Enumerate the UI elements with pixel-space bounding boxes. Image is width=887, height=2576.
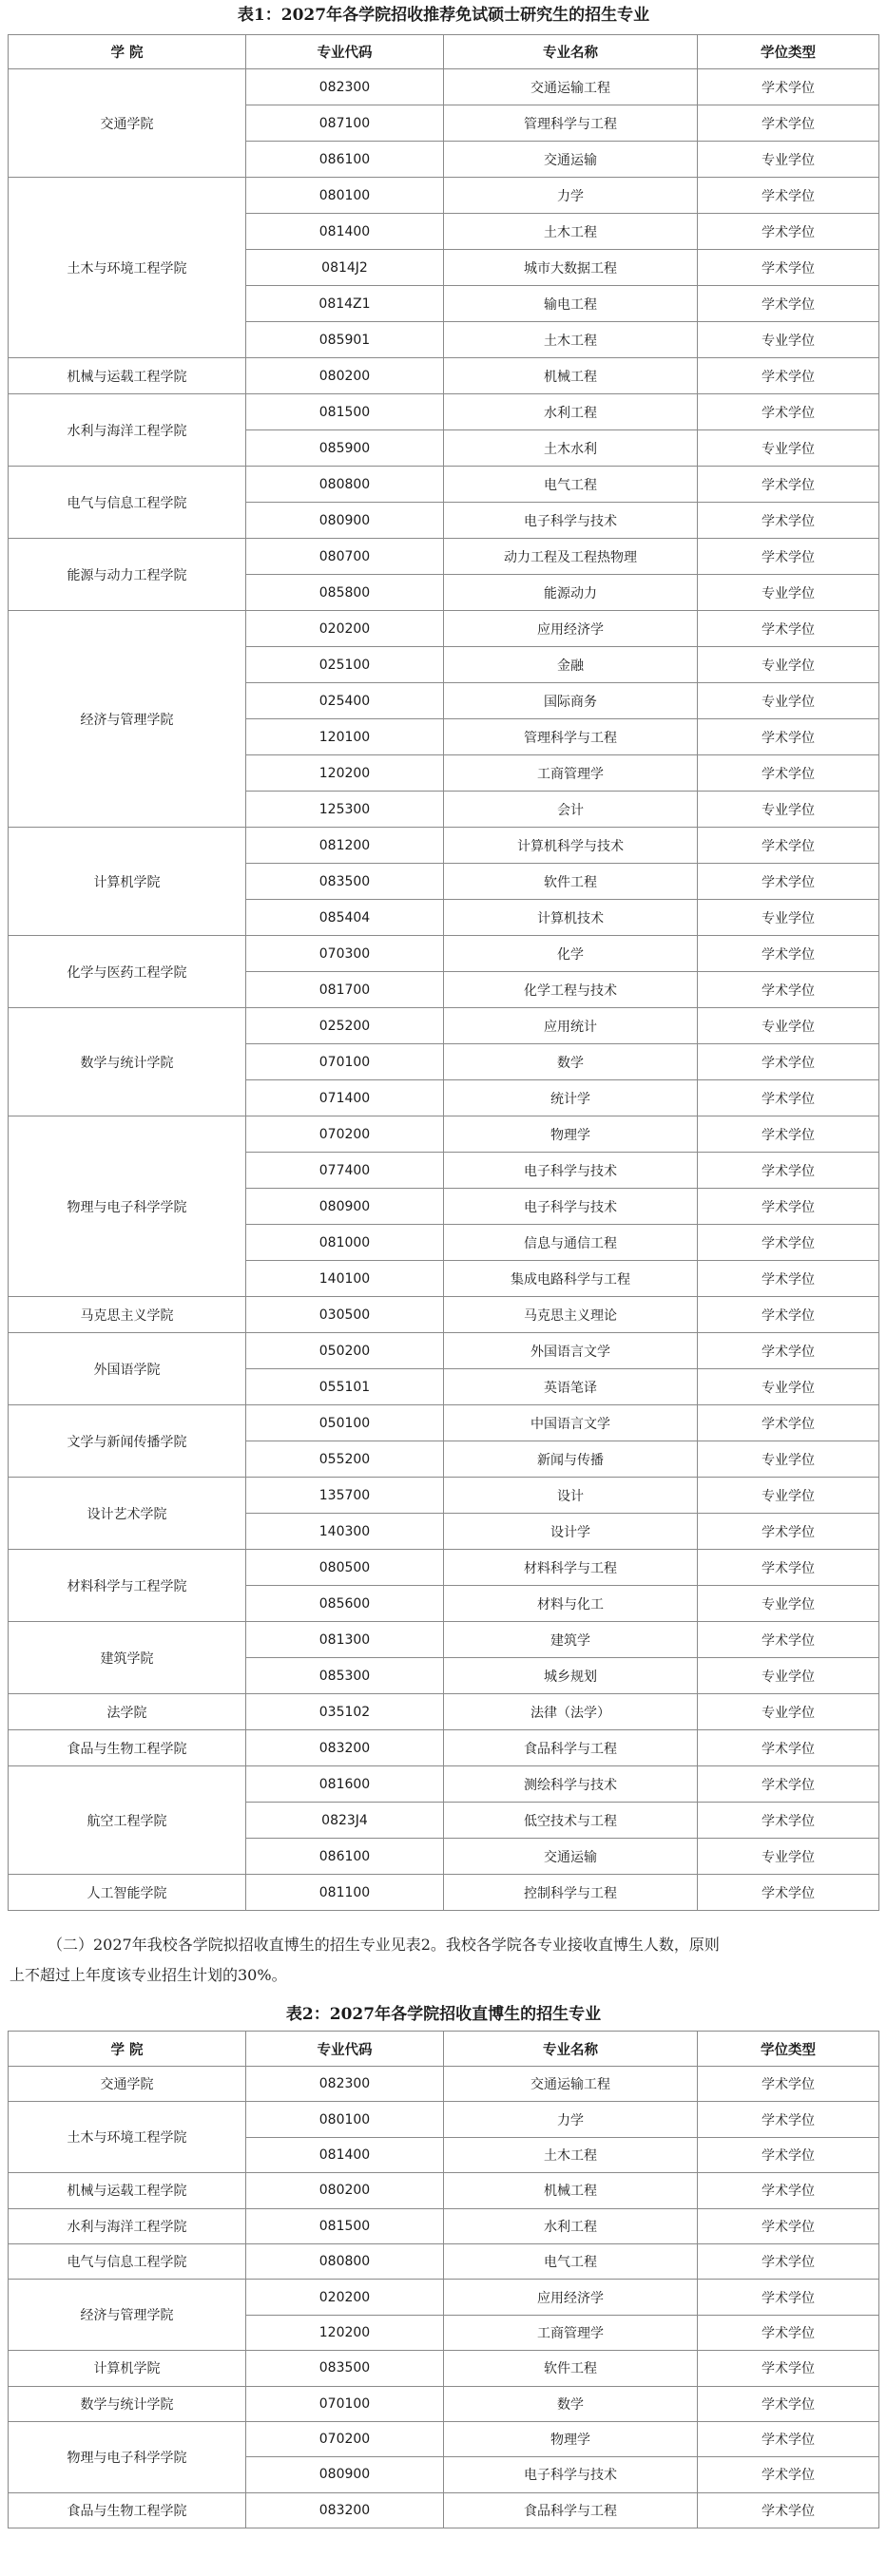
degree-type-cell: 学术学位 <box>698 69 879 105</box>
major-name-cell: 电子科学与技术 <box>444 503 698 539</box>
school-cell: 机械与运载工程学院 <box>9 358 246 394</box>
major-code-cell: 080800 <box>246 467 444 503</box>
degree-type-cell: 专业学位 <box>698 1839 879 1875</box>
degree-type-cell: 学术学位 <box>698 178 879 214</box>
major-code-cell: 120100 <box>246 719 444 755</box>
major-name-cell: 国际商务 <box>444 683 698 719</box>
degree-type-cell: 学术学位 <box>698 1225 879 1261</box>
school-cell: 土木与环境工程学院 <box>9 178 246 358</box>
major-name-cell: 软件工程 <box>444 864 698 900</box>
school-cell: 计算机学院 <box>9 2351 246 2386</box>
major-name-cell: 土木工程 <box>444 214 698 250</box>
major-name-cell: 电气工程 <box>444 467 698 503</box>
major-code-cell: 055200 <box>246 1441 444 1478</box>
degree-type-cell: 学术学位 <box>698 719 879 755</box>
degree-type-cell: 学术学位 <box>698 2421 879 2456</box>
major-name-cell: 土木工程 <box>444 322 698 358</box>
major-code-cell: 080500 <box>246 1550 444 1586</box>
table-row <box>9 936 879 972</box>
major-code-cell: 081600 <box>246 1766 444 1803</box>
major-code-cell: 087100 <box>246 105 444 142</box>
degree-type-cell: 学术学位 <box>698 2351 879 2386</box>
header-major-code: 专业代码 <box>246 35 444 69</box>
paragraph-line-1: （二）2027年我校各学院拟招收直博生的招生专业见表2。我校各学院各专业接收直博生人数，原则 <box>48 1936 720 1954</box>
header-degree-type: 学位类型 <box>698 2032 879 2067</box>
school-cell: 水利与海洋工程学院 <box>9 394 246 467</box>
major-code-cell: 080100 <box>246 178 444 214</box>
table-row <box>9 2386 879 2421</box>
major-name-cell: 低空技术与工程 <box>444 1803 698 1839</box>
major-code-cell: 080900 <box>246 503 444 539</box>
table-row <box>9 2492 879 2528</box>
degree-type-cell: 学术学位 <box>698 828 879 864</box>
school-cell: 交通学院 <box>9 2067 246 2102</box>
table-row <box>9 1116 879 1153</box>
school-cell: 食品与生物工程学院 <box>9 1730 246 1766</box>
school-cell: 经济与管理学院 <box>9 2280 246 2351</box>
degree-type-cell: 学术学位 <box>698 2280 879 2315</box>
major-code-cell: 080900 <box>246 2457 444 2492</box>
degree-type-cell: 专业学位 <box>698 1441 879 1478</box>
major-name-cell: 管理科学与工程 <box>444 105 698 142</box>
major-name-cell: 电气工程 <box>444 2243 698 2279</box>
degree-type-cell: 专业学位 <box>698 1369 879 1405</box>
table-row <box>9 1478 879 1514</box>
degree-type-cell: 学术学位 <box>698 467 879 503</box>
major-code-cell: 120200 <box>246 2315 444 2350</box>
header-degree-type: 学位类型 <box>698 35 879 69</box>
degree-type-cell: 学术学位 <box>698 1514 879 1550</box>
major-code-cell: 055101 <box>246 1369 444 1405</box>
table-row <box>9 2173 879 2208</box>
school-cell: 物理与电子科学学院 <box>9 1116 246 1297</box>
major-name-cell: 输电工程 <box>444 286 698 322</box>
major-code-cell: 035102 <box>246 1694 444 1730</box>
school-cell: 电气与信息工程学院 <box>9 467 246 539</box>
major-code-cell: 070100 <box>246 2386 444 2421</box>
degree-type-cell: 学术学位 <box>698 1080 879 1116</box>
degree-type-cell: 学术学位 <box>698 1550 879 1586</box>
degree-type-cell: 学术学位 <box>698 2208 879 2243</box>
major-name-cell: 信息与通信工程 <box>444 1225 698 1261</box>
school-cell: 马克思主义学院 <box>9 1297 246 1333</box>
paragraph-line-2: 上不超过上年度该专业招生计划的30%。 <box>10 1966 287 1984</box>
header-school: 学 院 <box>9 2032 246 2067</box>
major-name-cell: 电子科学与技术 <box>444 2457 698 2492</box>
degree-type-cell: 学术学位 <box>698 1044 879 1080</box>
major-name-cell: 食品科学与工程 <box>444 1730 698 1766</box>
table-row <box>9 1694 879 1730</box>
major-name-cell: 机械工程 <box>444 358 698 394</box>
table-row <box>9 1297 879 1333</box>
major-name-cell: 建筑学 <box>444 1622 698 1658</box>
school-cell: 物理与电子科学学院 <box>9 2421 246 2492</box>
table-row <box>9 1875 879 1911</box>
major-code-cell: 020200 <box>246 2280 444 2315</box>
table-row <box>9 1008 879 1044</box>
school-cell: 食品与生物工程学院 <box>9 2492 246 2528</box>
school-cell: 法学院 <box>9 1694 246 1730</box>
table-row <box>9 2067 879 2102</box>
table-row <box>9 1333 879 1369</box>
degree-type-cell: 学术学位 <box>698 1803 879 1839</box>
table-row <box>9 358 879 394</box>
major-code-cell: 082300 <box>246 2067 444 2102</box>
major-code-cell: 070200 <box>246 1116 444 1153</box>
degree-type-cell: 专业学位 <box>698 900 879 936</box>
school-cell: 设计艺术学院 <box>9 1478 246 1550</box>
major-code-cell: 081400 <box>246 2137 444 2172</box>
major-name-cell: 金融 <box>444 647 698 683</box>
table-row <box>9 69 879 105</box>
major-code-cell: 081500 <box>246 394 444 430</box>
degree-type-cell: 专业学位 <box>698 1658 879 1694</box>
major-name-cell: 测绘科学与技术 <box>444 1766 698 1803</box>
degree-type-cell: 专业学位 <box>698 792 879 828</box>
header-major-code: 专业代码 <box>246 2032 444 2067</box>
table1-header-row <box>9 35 879 69</box>
major-code-cell: 077400 <box>246 1153 444 1189</box>
major-name-cell: 化学 <box>444 936 698 972</box>
degree-type-cell: 学术学位 <box>698 539 879 575</box>
degree-type-cell: 学术学位 <box>698 1189 879 1225</box>
major-code-cell: 070200 <box>246 2421 444 2456</box>
table-row <box>9 1730 879 1766</box>
major-name-cell: 软件工程 <box>444 2351 698 2386</box>
degree-type-cell: 学术学位 <box>698 2137 879 2172</box>
major-name-cell: 英语笔译 <box>444 1369 698 1405</box>
degree-type-cell: 学术学位 <box>698 394 879 430</box>
table-row <box>9 2208 879 2243</box>
degree-type-cell: 学术学位 <box>698 2067 879 2102</box>
major-code-cell: 030500 <box>246 1297 444 1333</box>
degree-type-cell: 专业学位 <box>698 647 879 683</box>
major-code-cell: 085600 <box>246 1586 444 1622</box>
table2-body <box>9 2067 879 2528</box>
school-cell: 化学与医药工程学院 <box>9 936 246 1008</box>
major-name-cell: 应用经济学 <box>444 611 698 647</box>
degree-type-cell: 学术学位 <box>698 358 879 394</box>
major-name-cell: 计算机技术 <box>444 900 698 936</box>
major-name-cell: 水利工程 <box>444 394 698 430</box>
major-name-cell: 交通运输工程 <box>444 2067 698 2102</box>
degree-type-cell: 学术学位 <box>698 972 879 1008</box>
table-row <box>9 1550 879 1586</box>
major-name-cell: 新闻与传播 <box>444 1441 698 1478</box>
major-code-cell: 085901 <box>246 322 444 358</box>
degree-type-cell: 学术学位 <box>698 1116 879 1153</box>
degree-type-cell: 学术学位 <box>698 1405 879 1441</box>
major-code-cell: 083200 <box>246 2492 444 2528</box>
degree-type-cell: 学术学位 <box>698 755 879 792</box>
header-school: 学 院 <box>9 35 246 69</box>
table-row <box>9 178 879 214</box>
table-row <box>9 1766 879 1803</box>
table2-caption: 表2：2027年各学院招收直博生的招生专业 <box>285 2005 602 2024</box>
major-name-cell: 统计学 <box>444 1080 698 1116</box>
degree-type-cell: 学术学位 <box>698 105 879 142</box>
school-cell: 材料科学与工程学院 <box>9 1550 246 1622</box>
major-name-cell: 工商管理学 <box>444 2315 698 2350</box>
major-name-cell: 数学 <box>444 1044 698 1080</box>
major-name-cell: 土木水利 <box>444 430 698 467</box>
major-code-cell: 080200 <box>246 358 444 394</box>
major-code-cell: 070300 <box>246 936 444 972</box>
major-name-cell: 电子科学与技术 <box>444 1153 698 1189</box>
school-cell: 计算机学院 <box>9 828 246 936</box>
major-name-cell: 计算机科学与技术 <box>444 828 698 864</box>
major-name-cell: 会计 <box>444 792 698 828</box>
degree-type-cell: 学术学位 <box>698 1730 879 1766</box>
school-cell: 机械与运载工程学院 <box>9 2173 246 2208</box>
major-name-cell: 电子科学与技术 <box>444 1189 698 1225</box>
major-code-cell: 081000 <box>246 1225 444 1261</box>
degree-type-cell: 学术学位 <box>698 2492 879 2528</box>
degree-type-cell: 学术学位 <box>698 2315 879 2350</box>
major-name-cell: 力学 <box>444 178 698 214</box>
major-code-cell: 085404 <box>246 900 444 936</box>
major-code-cell: 050100 <box>246 1405 444 1441</box>
degree-type-cell: 学术学位 <box>698 1333 879 1369</box>
major-name-cell: 水利工程 <box>444 2208 698 2243</box>
degree-type-cell: 学术学位 <box>698 2243 879 2279</box>
table2-direct-phd-majors <box>8 2031 879 2528</box>
major-name-cell: 力学 <box>444 2102 698 2137</box>
table-row <box>9 2280 879 2315</box>
degree-type-cell: 专业学位 <box>698 322 879 358</box>
degree-type-cell: 学术学位 <box>698 286 879 322</box>
major-code-cell: 070100 <box>246 1044 444 1080</box>
major-name-cell: 交通运输 <box>444 1839 698 1875</box>
degree-type-cell: 学术学位 <box>698 503 879 539</box>
direct-phd-paragraph <box>10 1930 879 1991</box>
major-name-cell: 工商管理学 <box>444 755 698 792</box>
degree-type-cell: 学术学位 <box>698 1875 879 1911</box>
school-cell: 数学与统计学院 <box>9 1008 246 1116</box>
school-cell: 水利与海洋工程学院 <box>9 2208 246 2243</box>
degree-type-cell: 专业学位 <box>698 1478 879 1514</box>
major-code-cell: 0814Z1 <box>246 286 444 322</box>
major-name-cell: 城市大数据工程 <box>444 250 698 286</box>
major-name-cell: 交通运输 <box>444 142 698 178</box>
major-code-cell: 080100 <box>246 2102 444 2137</box>
degree-type-cell: 专业学位 <box>698 575 879 611</box>
degree-type-cell: 学术学位 <box>698 1622 879 1658</box>
table1-recommended-master-majors <box>8 34 879 1911</box>
major-code-cell: 025100 <box>246 647 444 683</box>
major-code-cell: 083200 <box>246 1730 444 1766</box>
major-name-cell: 城乡规划 <box>444 1658 698 1694</box>
table-row <box>9 1405 879 1441</box>
table-row <box>9 2102 879 2137</box>
major-name-cell: 数学 <box>444 2386 698 2421</box>
degree-type-cell: 学术学位 <box>698 2102 879 2137</box>
degree-type-cell: 学术学位 <box>698 2457 879 2492</box>
major-name-cell: 设计学 <box>444 1514 698 1550</box>
school-cell: 文学与新闻传播学院 <box>9 1405 246 1478</box>
school-cell: 经济与管理学院 <box>9 611 246 828</box>
major-code-cell: 083500 <box>246 864 444 900</box>
table-row <box>9 2421 879 2456</box>
major-name-cell: 外国语言文学 <box>444 1333 698 1369</box>
table1-caption: 表1：2027年各学院招收推荐免试硕士研究生的招生专业 <box>237 6 650 25</box>
major-code-cell: 025200 <box>246 1008 444 1044</box>
major-name-cell: 马克思主义理论 <box>444 1297 698 1333</box>
major-code-cell: 071400 <box>246 1080 444 1116</box>
major-name-cell: 材料科学与工程 <box>444 1550 698 1586</box>
major-code-cell: 0814J2 <box>246 250 444 286</box>
major-code-cell: 080900 <box>246 1189 444 1225</box>
major-name-cell: 应用统计 <box>444 1008 698 1044</box>
table-row <box>9 828 879 864</box>
degree-type-cell: 学术学位 <box>698 1766 879 1803</box>
major-name-cell: 设计 <box>444 1478 698 1514</box>
header-major-name: 专业名称 <box>444 2032 698 2067</box>
school-cell: 土木与环境工程学院 <box>9 2102 246 2173</box>
table1-body <box>9 69 879 1911</box>
major-name-cell: 机械工程 <box>444 2173 698 2208</box>
degree-type-cell: 学术学位 <box>698 2173 879 2208</box>
major-name-cell: 控制科学与工程 <box>444 1875 698 1911</box>
school-cell: 外国语学院 <box>9 1333 246 1405</box>
major-code-cell: 081100 <box>246 1875 444 1911</box>
table-row <box>9 467 879 503</box>
degree-type-cell: 专业学位 <box>698 142 879 178</box>
school-cell: 数学与统计学院 <box>9 2386 246 2421</box>
major-code-cell: 081400 <box>246 214 444 250</box>
major-code-cell: 050200 <box>246 1333 444 1369</box>
major-code-cell: 083500 <box>246 2351 444 2386</box>
major-code-cell: 020200 <box>246 611 444 647</box>
major-code-cell: 081700 <box>246 972 444 1008</box>
degree-type-cell: 学术学位 <box>698 1153 879 1189</box>
degree-type-cell: 专业学位 <box>698 430 879 467</box>
major-code-cell: 140300 <box>246 1514 444 1550</box>
major-code-cell: 086100 <box>246 1839 444 1875</box>
degree-type-cell: 学术学位 <box>698 250 879 286</box>
table-row <box>9 394 879 430</box>
major-name-cell: 管理科学与工程 <box>444 719 698 755</box>
major-name-cell: 物理学 <box>444 1116 698 1153</box>
major-name-cell: 应用经济学 <box>444 2280 698 2315</box>
school-cell: 电气与信息工程学院 <box>9 2243 246 2279</box>
major-code-cell: 081300 <box>246 1622 444 1658</box>
degree-type-cell: 专业学位 <box>698 1586 879 1622</box>
degree-type-cell: 学术学位 <box>698 1261 879 1297</box>
major-code-cell: 081500 <box>246 2208 444 2243</box>
degree-type-cell: 学术学位 <box>698 2386 879 2421</box>
major-code-cell: 080800 <box>246 2243 444 2279</box>
major-code-cell: 080200 <box>246 2173 444 2208</box>
school-cell: 航空工程学院 <box>9 1766 246 1875</box>
major-code-cell: 085900 <box>246 430 444 467</box>
school-cell: 人工智能学院 <box>9 1875 246 1911</box>
table-row <box>9 2351 879 2386</box>
degree-type-cell: 专业学位 <box>698 683 879 719</box>
table-row <box>9 611 879 647</box>
major-code-cell: 082300 <box>246 69 444 105</box>
table-row <box>9 539 879 575</box>
degree-type-cell: 学术学位 <box>698 1297 879 1333</box>
school-cell: 交通学院 <box>9 69 246 178</box>
major-name-cell: 化学工程与技术 <box>444 972 698 1008</box>
degree-type-cell: 专业学位 <box>698 1008 879 1044</box>
major-code-cell: 125300 <box>246 792 444 828</box>
major-code-cell: 0823J4 <box>246 1803 444 1839</box>
major-code-cell: 085300 <box>246 1658 444 1694</box>
major-code-cell: 120200 <box>246 755 444 792</box>
major-name-cell: 交通运输工程 <box>444 69 698 105</box>
major-code-cell: 081200 <box>246 828 444 864</box>
major-code-cell: 025400 <box>246 683 444 719</box>
header-major-name: 专业名称 <box>444 35 698 69</box>
degree-type-cell: 学术学位 <box>698 936 879 972</box>
major-name-cell: 集成电路科学与工程 <box>444 1261 698 1297</box>
major-code-cell: 085800 <box>246 575 444 611</box>
table2-header-row <box>9 2032 879 2067</box>
major-name-cell: 食品科学与工程 <box>444 2492 698 2528</box>
degree-type-cell: 学术学位 <box>698 864 879 900</box>
major-name-cell: 法律（法学） <box>444 1694 698 1730</box>
major-name-cell: 动力工程及工程热物理 <box>444 539 698 575</box>
major-code-cell: 080700 <box>246 539 444 575</box>
major-code-cell: 086100 <box>246 142 444 178</box>
major-code-cell: 140100 <box>246 1261 444 1297</box>
major-name-cell: 能源动力 <box>444 575 698 611</box>
major-name-cell: 土木工程 <box>444 2137 698 2172</box>
school-cell: 建筑学院 <box>9 1622 246 1694</box>
table-row <box>9 2243 879 2279</box>
school-cell: 能源与动力工程学院 <box>9 539 246 611</box>
degree-type-cell: 学术学位 <box>698 611 879 647</box>
major-name-cell: 物理学 <box>444 2421 698 2456</box>
major-name-cell: 材料与化工 <box>444 1586 698 1622</box>
major-name-cell: 中国语言文学 <box>444 1405 698 1441</box>
table-row <box>9 1622 879 1658</box>
major-code-cell: 135700 <box>246 1478 444 1514</box>
degree-type-cell: 专业学位 <box>698 1694 879 1730</box>
degree-type-cell: 学术学位 <box>698 214 879 250</box>
